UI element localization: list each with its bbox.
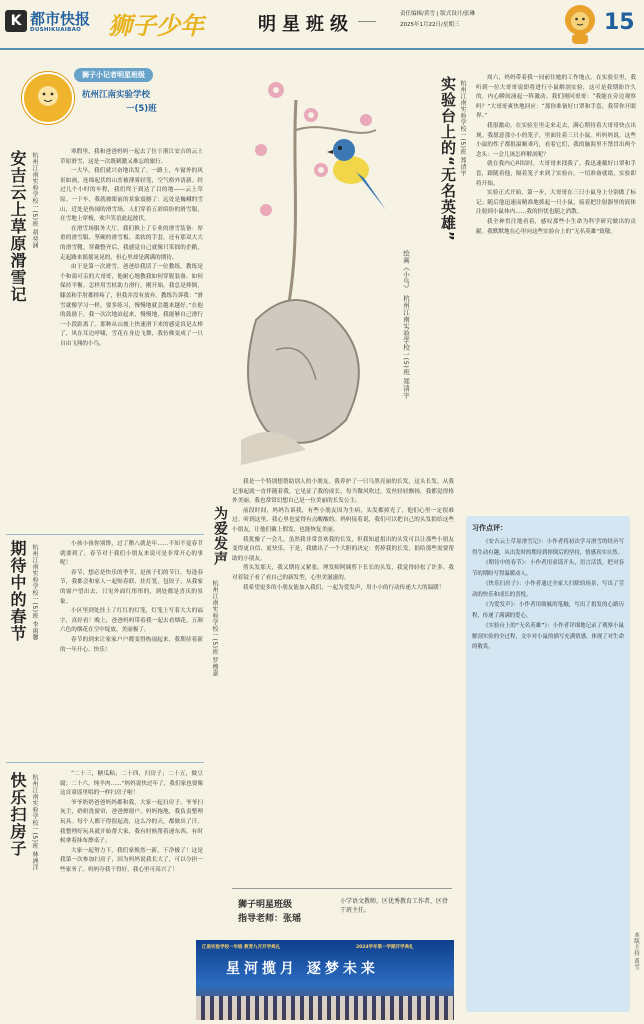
- class-badge-icon: [22, 72, 74, 124]
- ceremony-photo: [196, 940, 454, 1020]
- paragraph: 小孩小孩你别馋，过了腊八就是年……不知不觉春节就要到了，春节对于我们小朋友来说可是非常开心的事呢！: [60, 541, 203, 567]
- paragraph: “二十三，糖瓜粘；二十四，扫房子；二十五，做豆腐；二十六，炖羊肉……”妈妈说快过年了，我们家也要像这首童谣里唱的一样扫房子啦！: [60, 771, 203, 797]
- brand-logo-icon: K: [5, 10, 27, 32]
- paragraph: 剪头发那天，我又期待又紧张。理发师阿姨剪下长长的头发，我觉得轻松了许多。我对着镜子看了看自己的新发型，心里美滋滋的。: [232, 565, 454, 581]
- bird-painting: [236, 60, 401, 470]
- paragraph: 实验正式开始，第一步，大哥哥在三只小鼠身上分别做了标记；随后他迅速而精准地抓起一只小鼠，接着把注射器里的液体注射到小鼠体内……我的担忧也随之消散。: [476, 190, 636, 216]
- teacher-name: 指导老师：张瑶: [238, 914, 302, 924]
- banner-school: 杭州江南实验学校: [82, 90, 151, 100]
- paragraph: 我希望更多的小朋友能加入我们，一起为爱发声，用小小的行动传递大大的温暖！: [243, 584, 445, 591]
- header-divider: [0, 48, 644, 50]
- note-paragraph: 《快乐扫房子》：小作者通过全家大扫除的场景，写出了劳动的快乐和成长的喜悦。: [472, 581, 624, 598]
- class-banner: [22, 68, 197, 124]
- article-body: [60, 540, 203, 758]
- photo-banner-center: 星河揽月 逐梦未来: [226, 961, 379, 977]
- paragraph: 我是一个特别想帮助别人的小朋友。我养护了一只乌黑亮丽的长发，这头长发，从我记事起就一直伴随着我，它见证了我的成长。每当微风吹过，发丝轻轻飘扬，我都觉得格外美丽。我也常常幻想自己是一位美丽的长发公主。: [232, 479, 454, 505]
- teacher-intro: 小学语文教师，区优秀教育工作者，区骨干班主任。: [340, 898, 449, 914]
- paragraph: 大家一起努力下，我们家焕然一新，干净极了！这是我第一次参加扫房子，因为妈妈说我长大了，可以分担一些家务了。妈妈夸我干得好，我心里可高兴了！: [60, 847, 203, 873]
- lion-mascot-icon: [560, 2, 600, 46]
- editor-line: 责任编辑/黄雪 | 版式设计/张琳: [400, 11, 476, 17]
- paragraph: 就在我内心纠结时，大哥哥来找我了。我迅速戴好口罩和手套，跟随着他，隔着笼子来到了实验台。一切准备就绪，实验即将开始。: [476, 161, 636, 187]
- editor-credit: 本版主持 黄雪: [633, 932, 639, 971]
- photo-stage: [196, 996, 454, 1020]
- date-line: 2025年1月22日/星期三: [400, 22, 460, 28]
- paragraph: 我很激动。在实验室里走来走去，满心期待着大哥哥快点出现。我愿意那小小的笼子，里面住着三只小鼠。听妈妈说，这些小鼠的性子都很温顺乖巧，看着它们，我的脑海里不禁冒出两个念头：一会儿该怎样解剖呢？: [476, 122, 636, 158]
- banner-label: 狮子小记者明星班级: [74, 68, 153, 82]
- painting-caption: 绘画《小鸟》 杭州江南实验学校一(5)班 郑清宇: [402, 250, 410, 399]
- note-paragraph: 《实验台上的“无名英雄”》：小作者详细地记录了观察小鼠解剖实验的全过程，文中对小鼠的描写充满情感，体现了对生命的敬畏。: [472, 623, 624, 650]
- article-body: [60, 770, 203, 1010]
- paragraph: 爷爷奶奶爸爸妈妈都和我，大家一起扫房子。爷爷扫灰尘，奶奶洗窗帘，爸爸擦窗户，妈妈拖地，我负责整理玩具。每个人都干得很起劲，这么冷的天，都做出了汗。我整理好玩具就开始帮大家，我有时候帮着递东西，有时候拿着抹布擦桌子。: [60, 799, 203, 845]
- paragraph: 寒假里，我和爸爸妈妈一起去了位于浙江安吉的云上草原滑雪，这是一次既刺激又难忘的旅行。: [60, 149, 203, 165]
- photo-banner-right: 2024学年第一学期开学典礼: [356, 945, 414, 950]
- notes-title: 习作点评：: [472, 524, 507, 532]
- article-body: [232, 478, 454, 884]
- article-title: 为爱发声: [212, 506, 228, 566]
- brand-name: 都市快报: [30, 10, 91, 28]
- paragraph: 春节，想必是快乐的季节，是孩子们的节日。每逢春节，我都会和家人一起贴春联、挂灯笼，包饺子，从我家的窗户望出去，只见外面红彤彤的，到处都是喜庆的景象。: [60, 569, 203, 605]
- column-divider: [6, 762, 204, 763]
- paragraph: 前段时间，妈妈告诉我，有些小朋友因为生病，头发都掉光了，他们心里一定很难过。听到这里，我心里也觉得有点酸酸的。妈妈接着说，我们可以把自己的头发捐给这些小朋友，让他们戴上假发，也能恢复美丽。: [232, 507, 454, 533]
- banner-class: 一(5)班: [126, 104, 157, 114]
- article-byline: 杭州江南实验学校一(5)班 胡奕涵: [31, 152, 38, 249]
- teacher-notes: [466, 516, 630, 1012]
- header-rule: [358, 21, 376, 22]
- note-paragraph: 《为爱发声》：小作者用细腻的笔触，写出了捐发的心路历程，传递了满满的爱心。: [472, 602, 624, 619]
- paragraph: 小区里到处挂上了红红的灯笼，灯笼上写着大大的福字，真好看！晚上，爸爸妈妈带着我一起去看烟花，五颜六色的烟花在空中绽放，美丽极了。: [60, 608, 203, 634]
- brand-name-en: DUSHIKUAIBAO: [30, 27, 82, 33]
- paragraph: 春节的到来让家家户户都变得热闹起来，我期待着新的一年开心、快乐！: [60, 636, 203, 653]
- article-title: 安吉云上草原滑雪记: [8, 150, 27, 303]
- page-number: 15: [604, 10, 635, 35]
- article-byline: 杭州江南实验学校一(5)班 罗穆嘉: [211, 580, 218, 677]
- article-byline: 杭州江南实验学校一(5)班 郑清宇: [459, 80, 466, 177]
- paragraph: 由于是第一次滑雪，爸爸给我请了一位教练。教练是个和蔼可亲的大哥哥，他耐心地教我如何穿脱装备、如何保持平衡、怎样用雪杖助力滑行。刚开始，我总是摔倒，膝盖和手肘都摔疼了，但我并没有放弃。教练告诉我：“滑雪就像学习一样，要多练习，慢慢地就会越来越好。”在他的鼓励下，我一次次地站起来，慢慢地，我能够自己滑行一小段距离了。那种从山坡上快速滑下来的感觉真是太棒了，风在耳边呼啸，雪花在身边飞舞，我仿佛变成了一只自由飞翔的小鸟。: [60, 264, 203, 347]
- article-title: 实验台上的“无名英雄”: [439, 76, 457, 242]
- paragraph: 我全神贯注地看着，感叹那些小生命为科学研究做出的贡献。我默默地在心里向这些实验台上的“无名英雄”致敬。: [476, 218, 636, 235]
- article-title: 期待中的春节: [8, 540, 27, 642]
- teacher-box-title: 狮子明星班级: [238, 900, 293, 910]
- paragraph: 周六，妈妈带着我一同前往她的工作地点。在实验室里，我听到一位大哥哥说即将进行小鼠解剖实验，这可是我期盼许久的，内心瞬间涌起一阵激动。我们刚问哥哥：“我能在旁边观察吗？”大哥哥爽快地回应：“那你准备好口罩和手套，我带你开眼界。”: [476, 75, 636, 120]
- column-logo: 狮子少年: [108, 11, 204, 40]
- photo-banner-left: 江南实验学校一年级 教育九月开学典礼: [202, 945, 281, 950]
- note-paragraph: 《安吉云上草原滑雪记》：小作者将初次学习滑雪的经历写得生动有趣，从出发时的期待到摔倒后的坚持，情感真实自然。: [472, 539, 624, 556]
- note-paragraph: 《期待中的春节》：小作者用童谣开头，语言活泼，把对春节的期盼写得温暖动人。: [472, 560, 624, 577]
- article-title: 快乐扫房子: [8, 772, 27, 857]
- article-body: [60, 148, 203, 530]
- article-byline: 杭州江南实验学校一(5)班 林洲洋: [31, 774, 38, 871]
- teacher-box: [232, 888, 452, 941]
- article-body: [476, 74, 636, 510]
- paragraph: 一大早，我们就兴奋地出发了。一路上，车窗外的风景如画，连绵起伏的山峦被薄雾轻笼，空气格外清新。经过几个小时的车程，我们终于到达了目的地——云上草原。一下车，我就被眼前的景象震撼了：远处是巍峨的雪山，近处是热闹的滑雪场，人们穿着五彩缤纷的滑雪服，在雪地上穿梭，欢声笑语此起彼伏。: [60, 168, 203, 223]
- section-title: 明星班级: [258, 14, 354, 35]
- column-divider: [6, 534, 204, 535]
- paragraph: 在滑雪场服务大厅，我们换上了专业的滑雪装备：厚重的滑雪服、坚硬的滑雪板、柔软的手套，还有那双大大的滑雪靴。穿戴整齐后，我感觉自己就像只笨拙的企鹅，走起路来摇摇晃晃的，但心里却是满满的期待。: [60, 225, 203, 261]
- masthead: [0, 0, 644, 52]
- paragraph: 我犹豫了一会儿。虽然我非常喜欢我的长发，但我知道捐出的头发可以让那些小朋友变得更自信、更快乐。于是，我做出了一个大胆的决定：剪掉我的长发，捐给那些需要帮助的小朋友。: [232, 536, 454, 562]
- article-byline: 杭州江南实验学校一(5)班 李雨馨: [31, 544, 38, 641]
